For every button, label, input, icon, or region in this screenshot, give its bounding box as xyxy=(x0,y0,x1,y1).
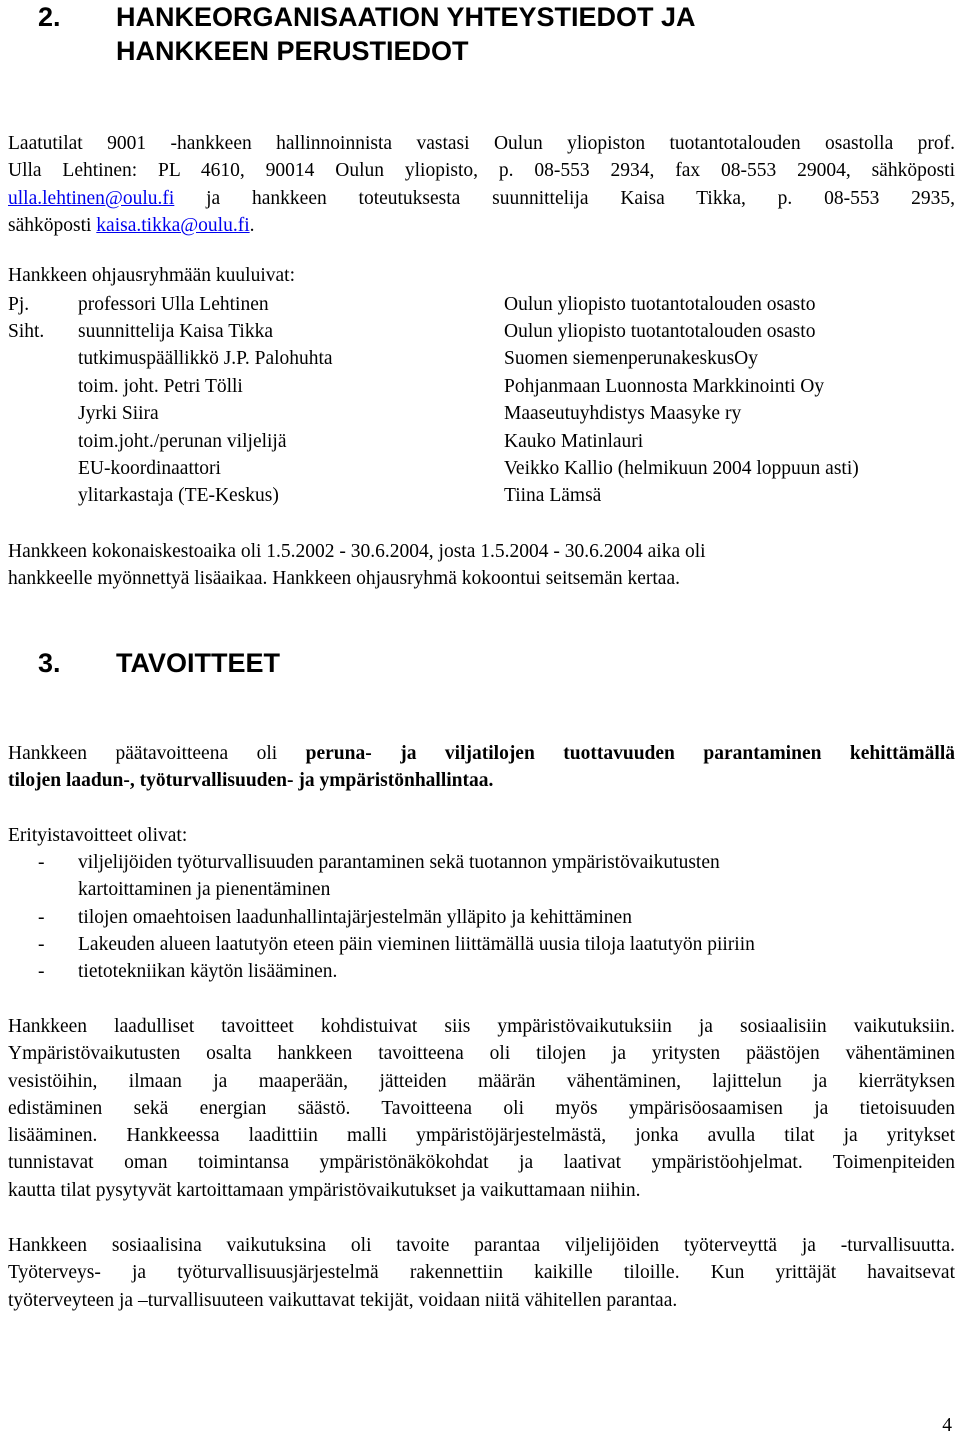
steering-member: suunnittelija Kaisa Tikka xyxy=(78,321,273,342)
list-item: tilojen omaehtoisen laadunhallintajärjestelmän ylläpito ja kehittäminen xyxy=(78,907,632,928)
list-bullet: - xyxy=(38,852,45,873)
main-goal-paragraph xyxy=(8,740,955,795)
list-bullet: - xyxy=(38,961,45,982)
steering-role: Siht. xyxy=(8,321,45,342)
list-item-continued: kartoittaminen ja pienentäminen xyxy=(78,879,331,900)
duration-line: Hankkeen kokonaiskestoaika oli 1.5.2002 - 30.6.2004, josta 1.5.2004 - 30.6.2004 aika oli xyxy=(8,541,706,562)
contact-line xyxy=(8,212,955,239)
quality-paragraph xyxy=(8,1013,955,1204)
steering-member: professori Ulla Lehtinen xyxy=(78,294,269,315)
contact-line-text: sähköposti xyxy=(8,214,92,236)
main-goal-line xyxy=(8,767,955,794)
specific-goals-heading: Erityistavoitteet olivat: xyxy=(8,825,188,846)
paragraph-line: lisääminen. Hankkeessa laadittiin malli ympäristöjärjestelmästä, jonka avulla tilat ja yritykset xyxy=(8,1125,955,1147)
steering-organization: Oulun yliopisto tuotantotalouden osasto xyxy=(504,321,816,342)
steering-member: EU-koordinaattori xyxy=(78,458,221,479)
section-3-heading xyxy=(38,646,280,680)
contact-line xyxy=(8,185,955,212)
steering-organization: Maaseutuyhdistys Maasyke ry xyxy=(504,403,742,424)
page-number: 4 xyxy=(942,1415,952,1436)
paragraph-line: vesistöihin, ilmaan ja maaperään, jätteiden määrän vähentäminen, lajittelun ja kierrätyksen xyxy=(8,1070,955,1092)
paragraph-line: Hankkeen laadulliset tavoitteet kohdistuivat siis ympäristövaikutuksiin ja sosiaalisiin vaikutuksiin. xyxy=(8,1016,955,1037)
steering-organization: Suomen siemenperunakeskusOy xyxy=(504,348,758,369)
list-item: tietotekniikan käytön lisääminen. xyxy=(78,961,338,982)
list-item: viljelijöiden työturvallisuuden parantaminen sekä tuotannon ympäristövaikutusten xyxy=(78,852,720,873)
contact-line-text: ja hankkeen toteutuksesta suunnittelija Kaisa Tikka, p. 08-553 2935, xyxy=(206,187,955,209)
section-2-heading xyxy=(38,0,696,34)
contact-line: Ulla Lehtinen: PL 4610, 90014 Oulun yliopisto, p. 08-553 2934, fax 08-553 29004, sähköposti xyxy=(8,160,955,182)
paragraph-line: Hankkeen sosiaalisina vaikutuksina oli tavoite parantaa viljelijöiden työterveyttä ja -turvallisuutta. xyxy=(8,1235,955,1256)
main-goal-bold: peruna- ja viljatilojen tuottavuuden parantaminen kehittämällä xyxy=(305,743,955,764)
steering-organization: Kauko Matinlauri xyxy=(504,431,644,452)
steering-organization: Tiina Lämsä xyxy=(504,485,602,506)
steering-member: Jyrki Siira xyxy=(78,403,159,424)
steering-heading: Hankkeen ohjausryhmään kuuluivat: xyxy=(8,265,296,286)
social-paragraph xyxy=(8,1232,955,1314)
contact-line-text: . xyxy=(249,214,255,236)
list-item: Lakeuden alueen laatutyön eteen päin vieminen liittämällä uusia tiloja laatutyön piiriin xyxy=(78,934,755,955)
section-3-title: TAVOITTEET xyxy=(116,648,280,678)
email-link-ulla[interactable]: ulla.lehtinen@oulu.fi xyxy=(8,187,175,209)
paragraph-line: Työterveys- ja työturvallisuusjärjestelmä rakennettiin kaikille tiloille. Kun yrittäjät havaitsevat xyxy=(8,1262,955,1284)
list-bullet: - xyxy=(38,934,45,955)
section-3-number: 3. xyxy=(38,648,61,678)
section-2-title-line2: HANKKEEN PERUSTIEDOT xyxy=(116,36,469,66)
section-2-number: 2. xyxy=(38,2,61,32)
duration-line: hankkeelle myönnettyä lisäaikaa. Hankkeen ohjausryhmä kokoontui seitsemän kertaa. xyxy=(8,568,680,589)
contact-line: Laatutilat 9001 -hankkeen hallinnoinnista vastasi Oulun yliopiston tuotantotalouden osastolla prof. xyxy=(8,133,955,154)
steering-member: ylitarkastaja (TE-Keskus) xyxy=(78,485,279,506)
steering-organization: Veikko Kallio (helmikuun 2004 loppuun asti) xyxy=(504,458,859,479)
email-link-kaisa[interactable]: kaisa.tikka@oulu.fi xyxy=(96,214,250,236)
steering-role: Pj. xyxy=(8,294,30,315)
steering-organization: Pohjanmaan Luonnosta Markkinointi Oy xyxy=(504,376,825,397)
main-goal-line xyxy=(8,740,955,767)
steering-member: tutkimuspäällikkö J.P. Palohuhta xyxy=(78,348,333,369)
list-bullet: - xyxy=(38,907,45,928)
section-2-title-line1: HANKEORGANISAATION YHTEYSTIEDOT JA xyxy=(116,2,696,32)
paragraph-line: työterveyteen ja –turvallisuuteen vaikuttavat tekijät, voidaan niitä vähitellen parantaa. xyxy=(8,1289,678,1311)
steering-member: toim.joht./perunan viljelijä xyxy=(78,431,287,452)
steering-member: toim. joht. Petri Tölli xyxy=(78,376,243,397)
main-goal-intro: Hankkeen päätavoitteena oli xyxy=(8,743,306,764)
paragraph-line: edistäminen sekä energian säästö. Tavoitteena oli myös ympärisöosaamisen ja tietoisuuden xyxy=(8,1097,955,1119)
paragraph-line: tunnistavat oman toimintansa ympäristönäkökohdat ja laativat ympäristöohjelmat. Toimenpiteiden xyxy=(8,1152,955,1174)
contact-paragraph xyxy=(8,130,955,239)
main-goal-bold: tilojen laadun-, työturvallisuuden- ja ympäristönhallintaa. xyxy=(8,770,494,792)
paragraph-line: kautta tilat pysytyvät kartoittamaan ympäristövaikutukset ja vaikuttamaan niihin. xyxy=(8,1179,641,1201)
steering-organization: Oulun yliopisto tuotantotalouden osasto xyxy=(504,294,816,315)
paragraph-line: Ympäristövaikutusten osalta hankkeen tavoitteena oli tilojen ja yritysten päästöjen vähentäminen xyxy=(8,1043,955,1065)
